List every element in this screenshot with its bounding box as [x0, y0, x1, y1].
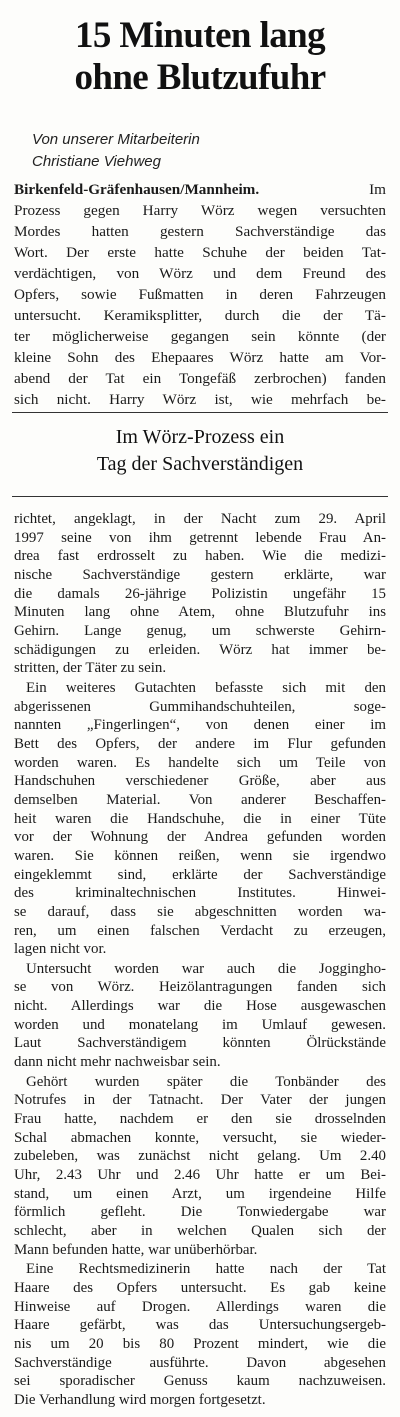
intro-first-line: [14, 180, 386, 200]
body-line: Uhr, 2.43 Uhr und 2.46 Uhr hatte er um Bei-: [14, 1167, 386, 1183]
body-line: worden und monatelang im Umlauf gewesen.: [14, 1017, 386, 1033]
body-line: Untersucht worden war auch die Jogginghо-: [26, 961, 386, 977]
intro-line: abend der Tat ein Tongefäß zerbrochen) fanden: [14, 370, 386, 387]
body-line: se von Wörz. Heizölantragungen fanden sich: [14, 979, 386, 995]
body-line: nis um 20 bis 80 Prozent mindert, wie die: [14, 1336, 386, 1352]
body-line: se darauf, dass sie abgeschnitten worden wa-: [14, 904, 386, 920]
body-line: richtet, angeklagt, in der Nacht zum 29. April: [14, 511, 386, 527]
dateline: Birkenfeld-Gräfenhausen/Mannheim.: [14, 181, 260, 198]
body-line: Frau hatte, nachdem er den sie drosselnden: [14, 1111, 386, 1127]
body-line: stritten, der Täter zu sein.: [14, 660, 167, 676]
body-line: schlecht, aber in welchen Qualen sich der: [14, 1223, 386, 1239]
intro-first-rest: Im: [369, 181, 386, 198]
body-line: Notrufes in der Tatnacht. Der Vater der jungen: [14, 1092, 386, 1108]
body-line: Mann befunden hatte, war unüberhörbar.: [14, 1242, 258, 1258]
body-line: zubeleben, was zunächst nicht gelang. Um 2.40: [14, 1148, 386, 1164]
subheadline-top-rule: [12, 412, 388, 413]
intro-line: kleine Sohn des Ehepaares Wörz hatte am Vor-: [14, 349, 386, 366]
body-line: Gehirn. Lange genug, um schwerste Gehirn-: [14, 623, 386, 639]
body-line: lagen nicht vor.: [14, 941, 107, 957]
intro-line: verdächtigen, von Wörz und dem Freund des: [14, 265, 386, 282]
body-line: dann nicht mehr nachweisbar sein.: [14, 1054, 221, 1070]
intro-line: untersucht. Keramiksplitter, durch die der Tä-: [14, 307, 386, 324]
intro-line: Prozess gegen Harry Wörz wegen versuchten: [14, 202, 386, 219]
body-line: Hinweise auf Drogen. Allerdings waren die: [14, 1299, 386, 1315]
intro-line: ter möglicherweise gegangen sein könnte (der: [14, 328, 386, 345]
intro-line: Mordes hatten gestern Sachverständige das: [14, 223, 386, 240]
body-line: Die Verhandlung wird morgen fortgesetzt.: [14, 1392, 266, 1408]
intro-line: Opfers, sowie Fußmatten in deren Fahrzeugen: [14, 286, 386, 303]
byline-author: Christiane Viehweg: [32, 153, 161, 170]
body-line: Sachverständige ausführte. Davon abgesehen: [14, 1355, 386, 1371]
body-line: die damals 26-jährige Polizistin ungefähr 15: [14, 586, 386, 602]
body-line: sei sporadischer Genuss kaum nachzuweisen.: [14, 1373, 386, 1389]
headline-line-2: ohne Blutzufuhr: [74, 57, 326, 98]
body-line: Bett des Opfers, der andere im Flur gefunden: [14, 736, 386, 752]
body-line: Haare gefärbt, was das Untersuchungsergeb-: [14, 1317, 386, 1333]
body-line: nicht. Allerdings war die Hose ausgewaschen: [14, 998, 386, 1014]
body-line: drea fast erdrosselt zu haben. Wie die medizi-: [14, 548, 386, 564]
body-line: Ein weiteres Gutachten befasste sich mit den: [26, 680, 386, 696]
body-line: 1997 seine von ihm getrennt lebende Frau An-: [14, 530, 386, 546]
subheadline-line-2: Tag der Sachverständigen: [96, 453, 304, 475]
body-line: heit waren die Handschuhe, die in einer Tüte: [14, 811, 386, 827]
body-line: Gehört wurden später die Tonbänder des: [26, 1074, 386, 1090]
intro-line: sich nicht. Harry Wörz ist, wie mehrfach be-: [14, 391, 386, 408]
body-line: des kriminaltechnischen Institutes. Hinwei-: [14, 885, 386, 901]
body-line: waren. Sie können reißen, wenn sie irgendwo: [14, 848, 386, 864]
subheadline-line-1: Im Wörz-Prozess ein: [115, 426, 285, 448]
body-line: eingeklemmt sind, erklärte der Sachverständige: [14, 867, 386, 883]
body-line: nische Sachverständige gestern erklärte, war: [14, 567, 386, 583]
body-line: nannten „Fingerlingen“, von denen einer im: [14, 717, 386, 733]
body-line: Laut Sachverständigem könnten Ölrückstände: [14, 1035, 386, 1051]
body-line: ren, um einen falschen Verdacht zu erzeugen,: [14, 923, 386, 939]
body-line: Eine Rechtsmedizinerin hatte nach der Tat: [26, 1261, 386, 1277]
body-line: stand, um einen Arzt, um irgendeine Hilfe: [14, 1186, 386, 1202]
body-line: Schal abmachen konnte, versucht, sie wieder-: [14, 1130, 386, 1146]
byline-line-1: Von unserer Mitarbeiterin: [32, 131, 200, 148]
body-line: Minuten lang ohne Atem, ohne Blutzufuhr ins: [14, 604, 386, 620]
body-line: demselben Material. Von anderer Beschaffen-: [14, 792, 386, 808]
body-line: förmlich gefleht. Die Tonwiedergabe war: [14, 1204, 386, 1220]
body-line: worden waren. Es handelte sich um Teile von: [14, 755, 386, 771]
body-line: vor der Wohnung der Andrea gefunden worden: [14, 829, 386, 845]
body-line: Haare des Opfers untersucht. Es gab keine: [14, 1280, 386, 1296]
body-line: abgerissenen Gummihandschuhteilen, soge-: [14, 699, 386, 715]
headline-line-1: 15 Minuten lang: [74, 15, 326, 56]
intro-line: Wort. Der erste hatte Schuhe der beiden Tat-: [14, 244, 386, 261]
body-line: schädigungen zu erleiden. Wörz hat immer be-: [14, 642, 386, 658]
body-line: Handschuhen verschiedener Größe, aber aus: [14, 773, 386, 789]
subheadline-bottom-rule: [12, 496, 388, 497]
